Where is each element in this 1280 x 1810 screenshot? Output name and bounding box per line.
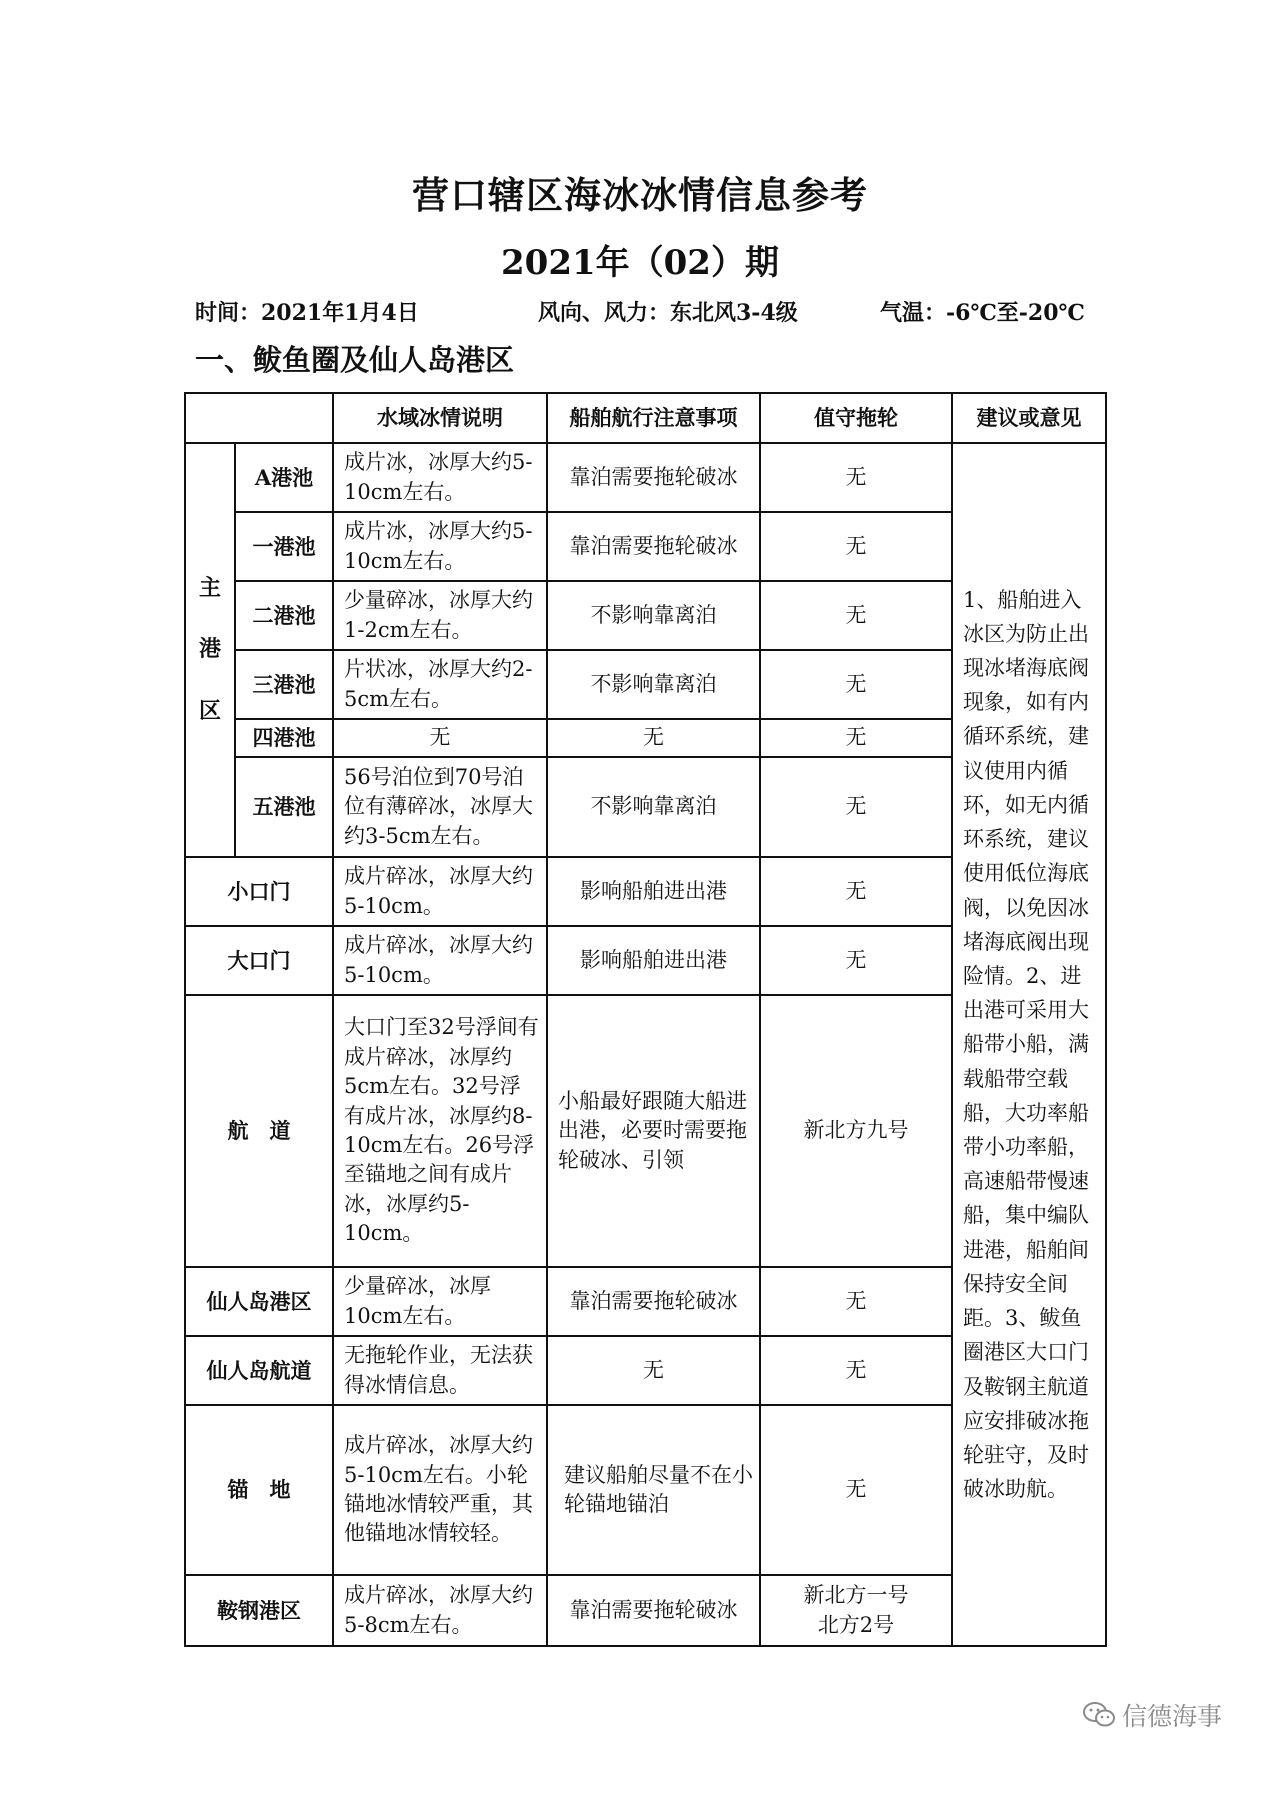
report-date: 时间：2021年1月4日 [195, 300, 419, 326]
wechat-icon [1082, 1701, 1116, 1729]
row-name: 三港池 [235, 650, 333, 719]
row-description: 少量碎冰，冰厚10cm左右。 [333, 1267, 547, 1336]
row-note: 无 [547, 1336, 760, 1405]
header-blank [185, 393, 333, 443]
row-description: 成片碎冰，冰厚大约5-10cm左右。小轮锚地冰情较严重，其他锚地冰情较轻。 [333, 1405, 547, 1575]
row-tug: 无 [760, 443, 952, 512]
row-tug: 无 [760, 1405, 952, 1575]
header-ice-description: 水域冰情说明 [333, 393, 547, 443]
row-note: 建议船舶尽量不在小轮锚地锚泊 [547, 1405, 760, 1575]
row-description: 成片冰，冰厚大约5-10cm左右。 [333, 512, 547, 581]
document-title: 营口辖区海冰冰情信息参考 [412, 173, 868, 217]
watermark-logo [1082, 1697, 1222, 1733]
header-advice: 建议或意见 [952, 393, 1106, 443]
section-heading: 一、鲅鱼圈及仙人岛港区 [195, 343, 515, 377]
row-name: A港池 [235, 443, 333, 512]
row-note: 不影响靠离泊 [547, 650, 760, 719]
row-note: 影响船舶进出港 [547, 857, 760, 926]
row-name: 鞍钢港区 [185, 1575, 333, 1646]
row-tug: 无 [760, 857, 952, 926]
row-description: 成片碎冰，冰厚大约5-8cm左右。 [333, 1575, 547, 1646]
row-name: 五港池 [235, 757, 333, 857]
row-tug: 新北方九号 [760, 995, 952, 1267]
row-tug: 无 [760, 512, 952, 581]
row-description: 大口门至32号浮间有成片碎冰，冰厚约5cm左右。32号浮有成片冰，冰厚约8-10cm左右。26号浮至锚地之间有成片冰，冰厚约5-10cm。 [333, 995, 547, 1267]
row-tug: 无 [760, 650, 952, 719]
row-name: 二港池 [235, 581, 333, 650]
main-port-area-label: 主 港 区 [185, 443, 235, 857]
row-tug: 无 [760, 1336, 952, 1405]
row-note: 不影响靠离泊 [547, 757, 760, 857]
row-description: 片状冰，冰厚大约2-5cm左右。 [333, 650, 547, 719]
ice-info-table [184, 392, 1107, 1647]
row-name: 一港池 [235, 512, 333, 581]
row-tug: 无 [760, 581, 952, 650]
row-description: 成片碎冰，冰厚大约5-10cm。 [333, 857, 547, 926]
table-header-row [185, 393, 1106, 443]
row-name: 仙人岛航道 [185, 1336, 333, 1405]
row-note: 小船最好跟随大船进出港，必要时需要拖轮破冰、引领 [547, 995, 760, 1267]
watermark-text: 信德海事 [1122, 1702, 1223, 1731]
row-name: 四港池 [235, 719, 333, 757]
row-description: 成片冰，冰厚大约5-10cm左右。 [333, 443, 547, 512]
row-name: 大口门 [185, 926, 333, 995]
row-note: 无 [547, 719, 760, 757]
row-note: 靠泊需要拖轮破冰 [547, 1267, 760, 1336]
row-note: 靠泊需要拖轮破冰 [547, 443, 760, 512]
row-name: 小口门 [185, 857, 333, 926]
row-description: 无拖轮作业，无法获得冰情信息。 [333, 1336, 547, 1405]
tug-line: 北方2号 [817, 1612, 895, 1637]
row-tug: 无 [760, 926, 952, 995]
temperature-info: 气温：-6℃至-20℃ [880, 300, 1085, 326]
row-tug [760, 1575, 952, 1646]
row-tug: 无 [760, 757, 952, 857]
tug-line: 新北方一号 [803, 1583, 909, 1608]
wind-info: 风向、风力：东北风3-4级 [538, 300, 798, 326]
row-note: 靠泊需要拖轮破冰 [547, 1575, 760, 1646]
header-navigation-notes: 船舶航行注意事项 [547, 393, 760, 443]
row-description: 56号泊位到70号泊位有薄碎冰，冰厚大约3-5cm左右。 [333, 757, 547, 857]
row-name: 锚 地 [185, 1405, 333, 1575]
row-tug: 无 [760, 1267, 952, 1336]
issue-number: 2021年（02）期 [501, 243, 779, 283]
table-row [185, 443, 1106, 512]
row-note: 不影响靠离泊 [547, 581, 760, 650]
row-name: 航 道 [185, 995, 333, 1267]
row-name: 仙人岛港区 [185, 1267, 333, 1336]
row-note: 靠泊需要拖轮破冰 [547, 512, 760, 581]
row-tug: 无 [760, 719, 952, 757]
row-description: 少量碎冰，冰厚大约1-2cm左右。 [333, 581, 547, 650]
header-duty-tug: 值守拖轮 [760, 393, 952, 443]
row-description: 成片碎冰，冰厚大约5-10cm。 [333, 926, 547, 995]
advice-cell: 1、船舶进入冰区为防止出现冰堵海底阀现象，如有内循环系统，建议使用内循环，如无内循环系统，建议使用低位海底阀，以免因冰堵海底阀出现险情。2、进出港可采用大船带小船，满载船带空载船，大功率船带小功率船，高速船带慢速船，集中编队进港，船舶间保持安全间距。3、鲅鱼圈港区大口门及鞍钢主航道应安排破冰拖轮驻守，及时破冰助航。 [952, 443, 1106, 1646]
row-description: 无 [333, 719, 547, 757]
row-note: 影响船舶进出港 [547, 926, 760, 995]
